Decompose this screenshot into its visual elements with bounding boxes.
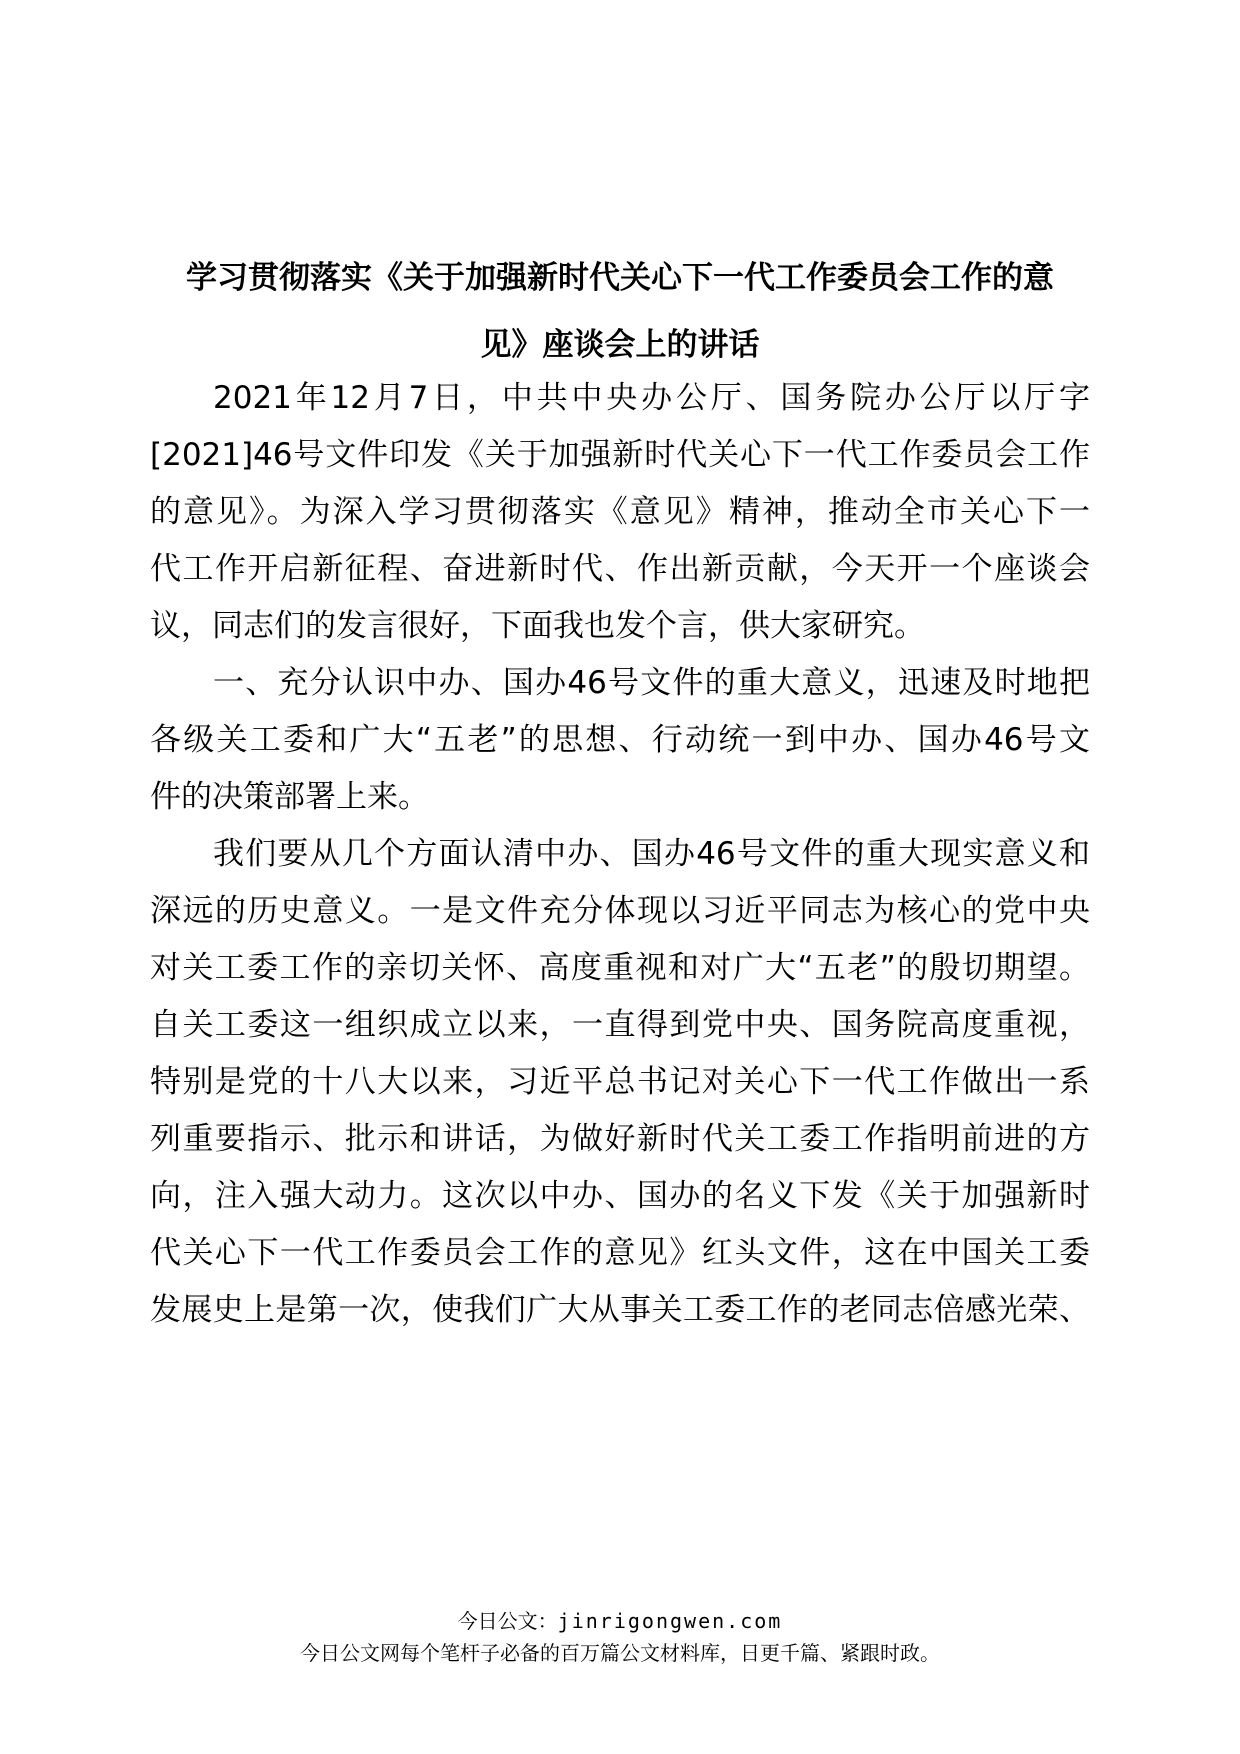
footer-tagline: 今日公文网每个笔杆子必备的百万篇公文材料库，日更千篇、紧跟时政。 bbox=[300, 1641, 940, 1665]
body-line: 自关工委这一组织成立以来，一直得到党中央、国务院高度重视， bbox=[150, 1007, 1090, 1043]
footer-source-label: 今日公文： bbox=[457, 1609, 558, 1633]
footer-source-link[interactable]: jinrigongwen.com bbox=[557, 1609, 783, 1633]
body-line: [2021]46号文件印发《关于加强新时代关心下一代工作委员会工作 bbox=[150, 437, 1090, 473]
footer-source bbox=[0, 1608, 1240, 1634]
document-title-line-2: 见》座谈会上的讲话 bbox=[480, 327, 760, 363]
body-line: 对关工委工作的亲切关怀、高度重视和对广大“五老”的殷切期望。 bbox=[150, 950, 1090, 986]
body-line: 向，注入强大动力。这次以中办、国办的名义下发《关于加强新时 bbox=[150, 1178, 1090, 1214]
body-line: 深远的历史意义。一是文件充分体现以习近平同志为核心的党中央 bbox=[150, 893, 1090, 929]
section-heading-line: 各级关工委和广大“五老”的思想、行动统一到中办、国办46号文 bbox=[150, 722, 1090, 758]
section-heading-line: 一、充分认识中办、国办46号文件的重大意义，迅速及时地把 bbox=[213, 665, 1090, 701]
body-line: 列重要指示、批示和讲话，为做好新时代关工委工作指明前进的方 bbox=[150, 1121, 1090, 1157]
body-line: 代关心下一代工作委员会工作的意见》红头文件，这在中国关工委 bbox=[150, 1235, 1090, 1271]
body-line: 2021年12月7日，中共中央办公厅、国务院办公厅以厅字 bbox=[213, 380, 1090, 416]
body-line: 特别是党的十八大以来，习近平总书记对关心下一代工作做出一系 bbox=[150, 1064, 1090, 1100]
body-line: 的意见》。为深入学习贯彻落实《意见》精神，推动全市关心下一 bbox=[150, 494, 1090, 530]
section-heading-line: 件的决策部署上来。 bbox=[150, 779, 429, 815]
body-line: 发展史上是第一次，使我们广大从事关工委工作的老同志倍感光荣、 bbox=[150, 1292, 1090, 1328]
document-title-line-1: 学习贯彻落实《关于加强新时代关心下一代工作委员会工作的意 bbox=[186, 260, 1054, 296]
body-line: 议，同志们的发言很好，下面我也发个言，供大家研究。 bbox=[150, 608, 925, 644]
body-line: 代工作开启新征程、奋进新时代、作出新贡献，今天开一个座谈会 bbox=[150, 551, 1090, 587]
body-line: 我们要从几个方面认清中办、国办46号文件的重大现实意义和 bbox=[213, 836, 1090, 872]
